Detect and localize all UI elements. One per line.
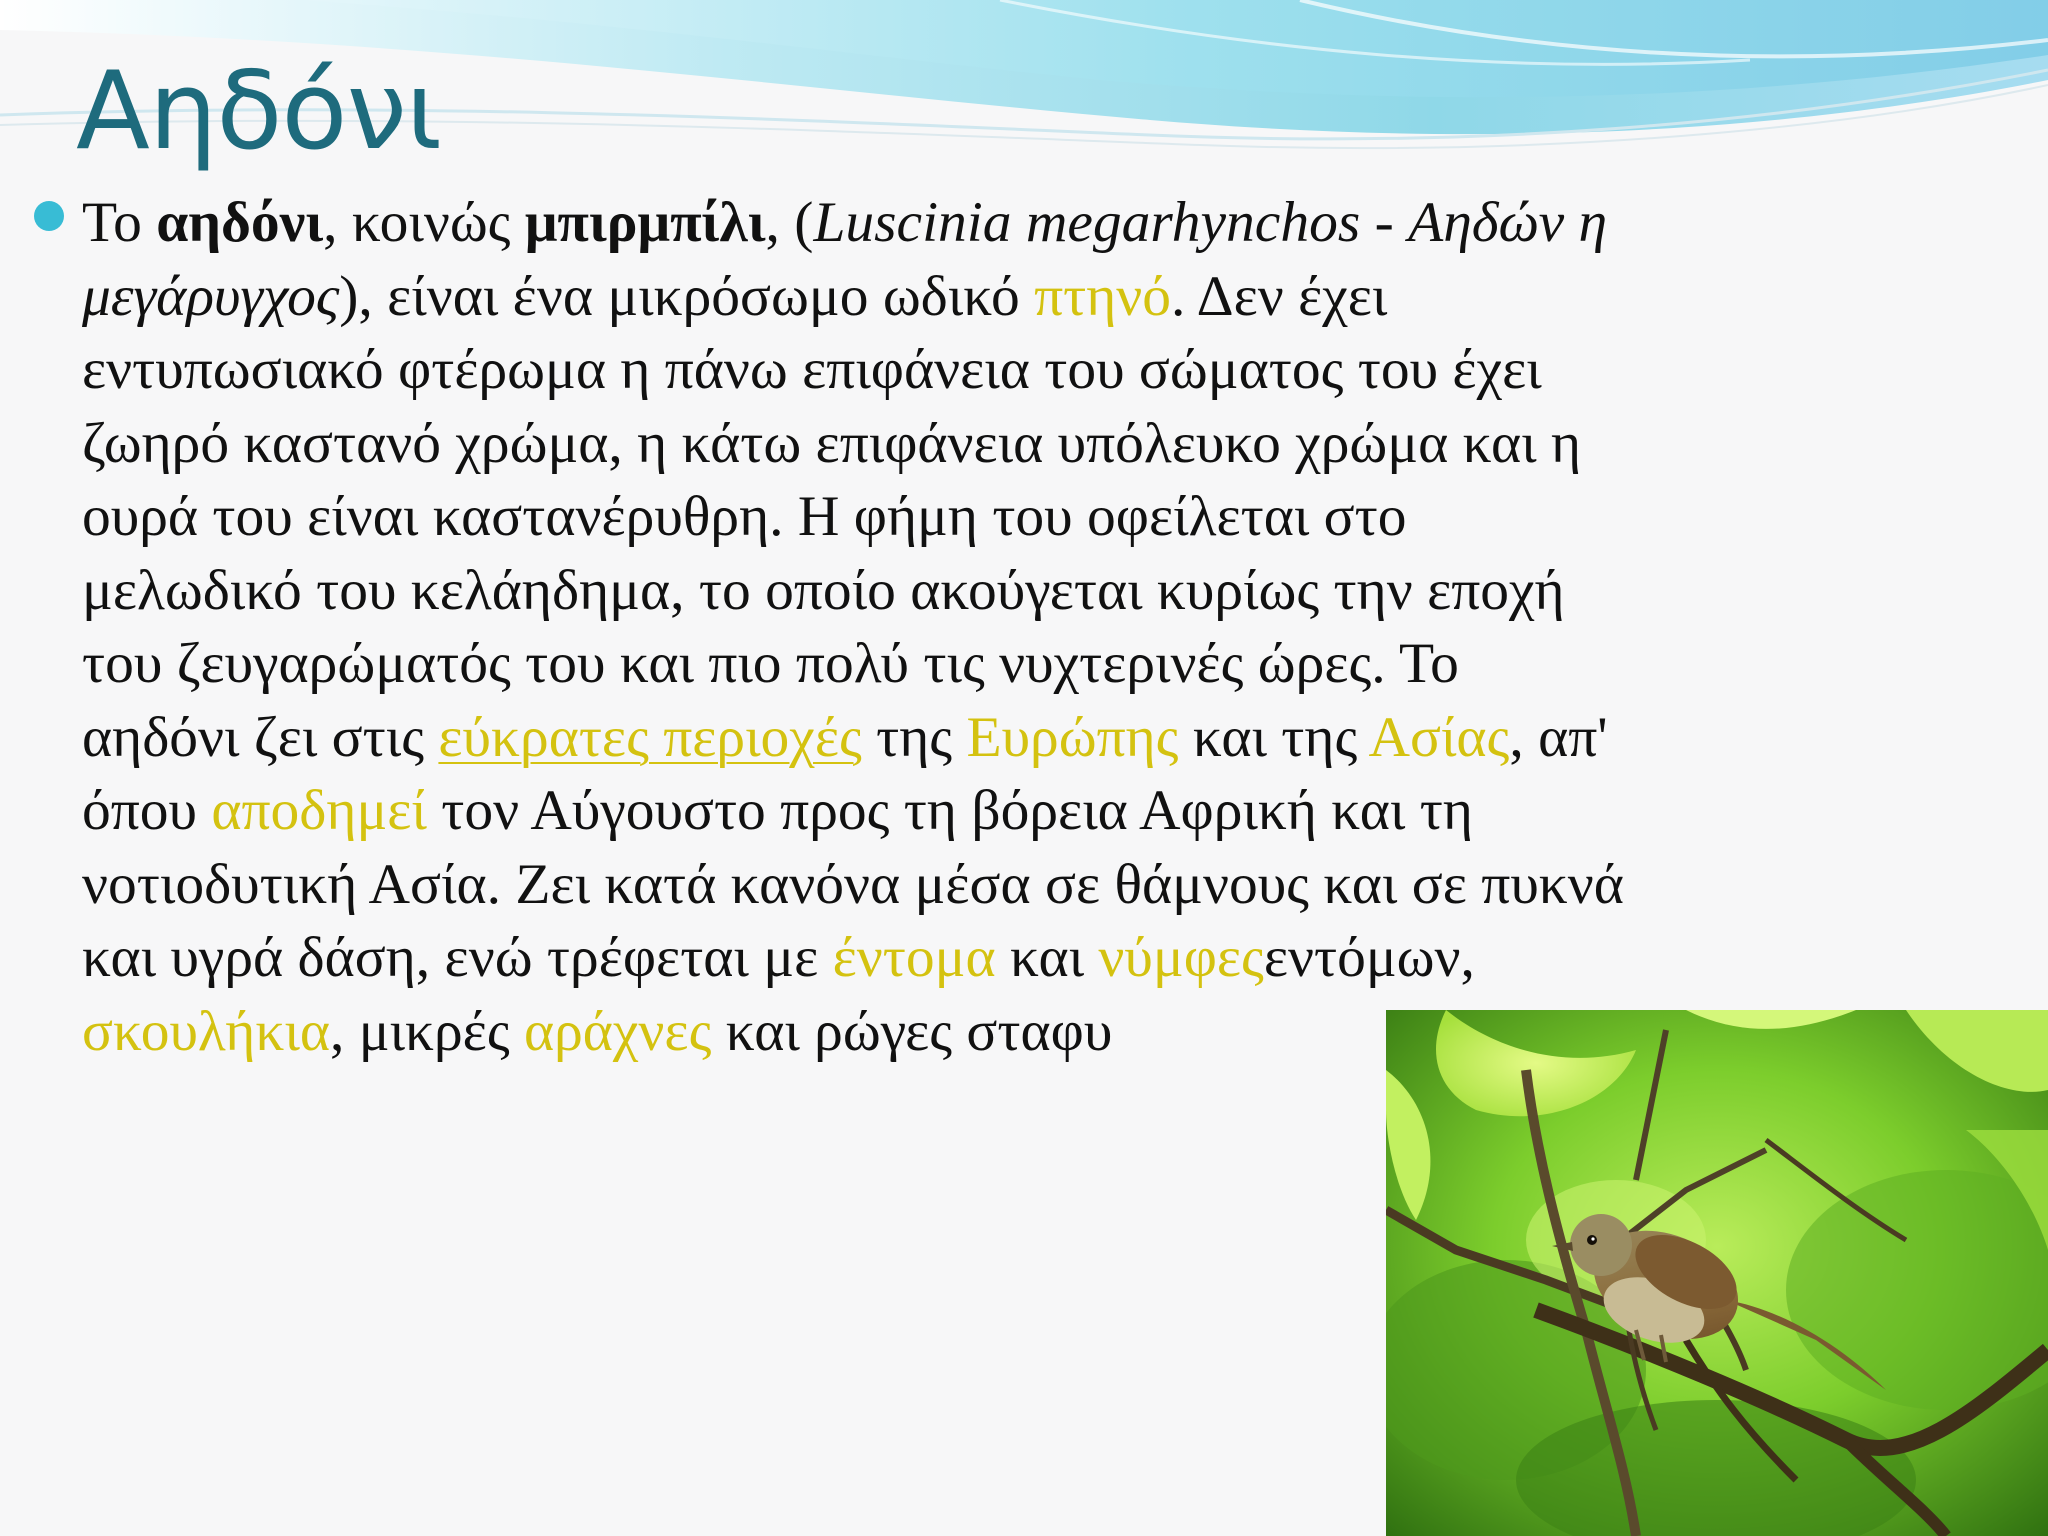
paragraph-line-3: εντυπωσιακό φτέρωμα η πάνω επιφάνεια του σώματος του έχει — [82, 338, 1542, 401]
paragraph-line-11 — [82, 921, 2022, 995]
bold-term-aidoni: αηδόνι — [156, 191, 324, 254]
link-nymphs[interactable]: νύμφες — [1098, 926, 1264, 989]
paragraph-line-2 — [82, 260, 2022, 334]
link-worms[interactable]: σκουλήκια — [82, 999, 330, 1063]
link-spiders[interactable]: αράχνες — [523, 999, 712, 1063]
text-run: όπου — [82, 779, 212, 842]
scientific-name: Luscinia megarhynchos - Αηδών η — [813, 191, 1608, 254]
nightingale-photo-icon — [1386, 1010, 2048, 1536]
text-run: , ( — [765, 191, 814, 254]
text-run: , κοινώς — [323, 191, 525, 254]
paragraph-line-1 — [82, 186, 2022, 260]
text-run: ), είναι ένα μικρόσωμο ωδικό — [339, 264, 1035, 328]
description-paragraph — [82, 186, 2022, 1068]
text-run: και της — [1178, 705, 1369, 769]
bullet-dot-icon — [34, 201, 64, 231]
text-run: και υγρά δάση, ενώ τρέφεται με — [82, 926, 833, 989]
scientific-name-cont: μεγάρυγχος — [82, 264, 340, 328]
link-ptino[interactable]: πτηνό — [1034, 264, 1172, 328]
text-run: , μικρές — [329, 999, 524, 1063]
text-run: εντόμων, — [1263, 926, 1475, 989]
text-run: και — [995, 926, 1099, 989]
text-run: της — [861, 705, 967, 769]
paragraph-line-6: μελωδικό του κελάηδημα, το οποίο ακούγεται κυρίως την εποχή — [82, 558, 1565, 622]
link-europe[interactable]: Ευρώπης — [966, 705, 1179, 769]
paragraph-line-4: ζωηρό καστανό χρώμα, η κάτω επιφάνεια υπόλευκο χρώμα και η — [82, 411, 1582, 475]
link-migrates[interactable]: αποδημεί — [211, 779, 427, 842]
bold-term-birbili: μπιρμπίλι — [524, 191, 766, 254]
text-run: αηδόνι ζει στις — [82, 705, 439, 769]
nightingale-photo — [1386, 1010, 2048, 1536]
text-run: τον Αύγουστο προς τη βόρεια Αφρική και τη — [426, 779, 1473, 842]
text-run: και ρώγες σταφυ — [711, 999, 1113, 1063]
text-run: . Δεν έχει — [1171, 264, 1388, 328]
link-asia[interactable]: Ασίας — [1368, 705, 1510, 769]
text-run: Το — [82, 191, 157, 254]
link-insects[interactable]: έντομα — [832, 926, 996, 989]
link-temperate-regions[interactable]: εύκρατες περιοχές — [438, 705, 862, 769]
paragraph-line-7: του ζευγαρώματός του και πιο πολύ τις νυχτερινές ώρες. Το — [82, 632, 1459, 695]
paragraph-line-5: ουρά του είναι καστανέρυθρη. Η φήμη του οφείλεται στο — [82, 485, 1407, 548]
paragraph-line-9 — [82, 774, 2022, 848]
paragraph-line-10: νοτιοδυτική Ασία. Ζει κατά κανόνα μέσα σε θάμνους και σε πυκνά — [82, 852, 1624, 916]
slide-title: Αηδόνι — [76, 49, 442, 174]
text-run: , απ' — [1509, 705, 1608, 769]
paragraph-line-8 — [82, 701, 2022, 775]
